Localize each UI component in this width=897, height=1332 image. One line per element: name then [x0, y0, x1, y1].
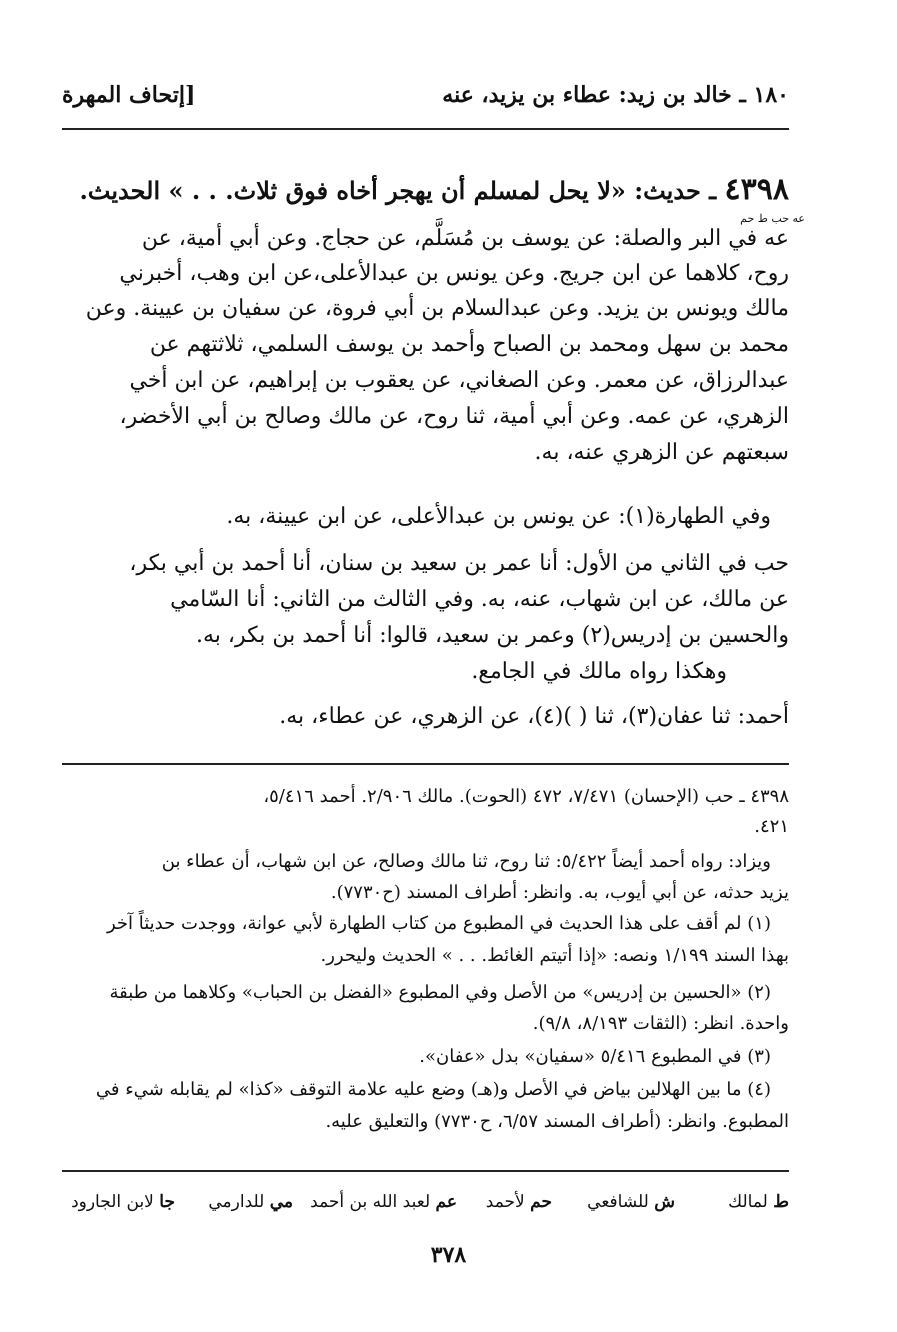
- legend-name: للدارمي: [208, 1192, 265, 1212]
- legend-code: حم: [530, 1192, 552, 1212]
- footnote-line: (٤) ما بين الهلالين بياض في الأصل و(هـ) وضع عليه علامة التوقف «كذا» لم يقابله شيء في: [95, 1079, 771, 1100]
- footnote-line: واحدة. انظر: (الثقات ٨/١٩٣، ٩/٨).: [532, 1013, 789, 1034]
- header-book-title: [إتحاف المهرة: [62, 82, 196, 108]
- legend-code: مي: [269, 1192, 293, 1212]
- legend-code: ط: [773, 1192, 789, 1212]
- text-line: حب في الثاني من الأول: أنا عمر بن سعيد بن سنان، أنا أحمد بن أبي بكر،: [129, 551, 789, 576]
- legend-item: [71, 1192, 175, 1212]
- legend-item: [728, 1192, 789, 1212]
- footnote-line: (٢) «الحسين بن إدريس» من الأصل وفي المطبوع «الفضل بن الحباب» وكلاهما من طبقة: [109, 982, 771, 1003]
- legend-name: لمالك: [728, 1192, 768, 1212]
- legend-code: ش: [654, 1192, 675, 1212]
- legend-name: لابن الجارود: [71, 1192, 154, 1212]
- text-line: عن مالك، عن ابن شهاب، عنه، به. وفي الثالث من الثاني: أنا السّامي: [170, 587, 789, 612]
- footnote-line: ويزاد: رواه أحمد أيضاً ٥/٤٢٢: ثنا روح، ثنا مالك وصالح، عن ابن شهاب، أن عطاء بن: [161, 851, 771, 872]
- text-line: محمد بن سهل ومحمد بن الصباح وأحمد بن يوسف السلمي، ثلاثتهم عن: [149, 332, 789, 357]
- legend-rule: [62, 1170, 789, 1172]
- footnote-line: يزيد حدثه، عن أبي أيوب، به. وانظر: أطراف المسند (ح٧٧٣٠).: [330, 882, 789, 903]
- legend-code: عم: [435, 1192, 457, 1212]
- footnote-line: (١) لم أقف على هذا الحديث في المطبوع من كتاب الطهارة لأبي عوانة، ووجدت حديثاً آخر: [106, 913, 771, 934]
- footnote-line: ٤٢١.: [754, 816, 789, 837]
- text-line: وفي الطهارة(١): عن يونس بن عبدالأعلى، عن ابن عيينة، به.: [226, 504, 771, 529]
- page-number: ٣٧٨: [430, 1242, 467, 1268]
- legend-item: [310, 1192, 457, 1212]
- legend-item: [208, 1192, 293, 1212]
- legend-item: [486, 1192, 552, 1212]
- text-line: روح، كلاهما عن ابن جريج. وعن يونس بن عبدالأعلى،عن ابن وهب، أخبرني: [119, 261, 789, 286]
- legend-name: لأحمد: [485, 1192, 525, 1212]
- hadith-title: ـ حديث: «لا يحل لمسلم أن يهجر أخاه فوق ثلاث. . . » الحديث.: [79, 176, 725, 205]
- hadith-number: ٤٣٩٨: [724, 172, 789, 207]
- text-line: عه في البر والصلة: عن يوسف بن مُسَلَّم، عن حجاج. وعن أبي أمية، عن: [141, 226, 789, 251]
- footnote-rule: [62, 763, 789, 765]
- header-chapter-title: ١٨٠ ـ خالد بن زيد: عطاء بن يزيد، عنه: [442, 82, 789, 108]
- footnote-line: المطبوع. وانظر: (أطراف المسند ٦/٥٧، ح٧٧٣٠) والتعليق عليه.: [325, 1111, 789, 1132]
- text-line: وهكذا رواه مالك في الجامع.: [471, 659, 727, 684]
- text-line: عبدالرزاق، عن معمر. وعن الصغاني، عن يعقوب بن إبراهيم، عن ابن أخي: [129, 368, 789, 393]
- legend-item: [587, 1192, 675, 1212]
- source-sigla: عه حب ط حم: [740, 212, 805, 225]
- footnote-line: بهذا السند ١/١٩٩ ونصه: «إذا أتيتم الغائط. . . » الحديث وليحرر.: [320, 945, 789, 966]
- header-rule: [62, 128, 789, 130]
- text-line: سبعتهم عن الزهري عنه، به.: [534, 440, 789, 465]
- legend-code: جا: [159, 1192, 175, 1212]
- legend-name: لعبد الله بن أحمد: [310, 1192, 431, 1212]
- text-line: مالك ويونس بن يزيد. وعن عبدالسلام بن أبي فروة، عن سفيان بن عيينة. وعن: [85, 296, 789, 321]
- text-line: أحمد: ثنا عفان(٣)، ثنا ( )(٤)، عن الزهري، عن عطاء، به.: [279, 704, 789, 729]
- hadith-heading: [79, 172, 789, 207]
- text-line: والحسين بن إدريس(٢) وعمر بن سعيد، قالوا: أنا أحمد بن بكر، به.: [196, 623, 789, 648]
- running-header: [62, 82, 789, 114]
- legend-name: للشافعي: [587, 1192, 649, 1212]
- text-line: الزهري، عن عمه. وعن أبي أمية، ثنا روح، عن مالك وصالح بن أبي الأخضر،: [119, 404, 789, 429]
- footnote-line: ٤٣٩٨ ـ حب (الإحسان) ٧/٤٧١، ٤٧٢ (الحوت). مالك ٢/٩٠٦. أحمد ٥/٤١٦،: [263, 786, 789, 807]
- footnote-line: (٣) في المطبوع ٥/٤١٦ «سفيان» بدل «عفان».: [419, 1046, 771, 1067]
